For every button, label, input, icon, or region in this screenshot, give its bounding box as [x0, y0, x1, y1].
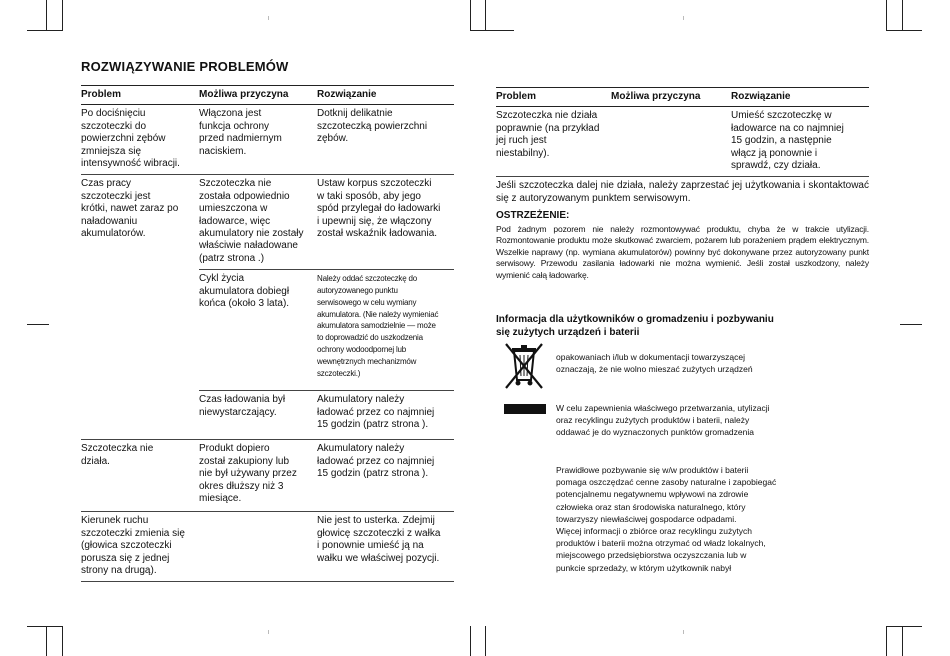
troubleshooting-table-left	[81, 85, 454, 582]
header-solution: Rozwiązanie	[317, 86, 454, 105]
disposal-paragraph-2: W celu zapewnienia właściwego przetwarzania, utylizacji oraz recyklingu zużytych produktów i baterii, należy oddawać je do wyznaczonych punktów gromadzenia	[556, 403, 770, 438]
page-title: ROZWIĄZYWANIE PROBLEMÓW	[81, 59, 289, 74]
table-header-row	[81, 86, 454, 105]
solution-cell: Należy oddać szczoteczkę do autoryzowanego punktu serwisowego w celu wymiany akumulatora. (Nie należy wymieniać akumulatora samodzielnie — może to doprowadzić do uszkodzenia ochrony wodoodpornej lub wewnętrznych mechanizmów szczoteczki.)	[317, 270, 454, 391]
cause-cell: Czas ładowania był niewystarczający.	[199, 391, 317, 440]
header-cause: Możliwa przyczyna	[199, 86, 317, 105]
battery-symbol-bar	[504, 404, 546, 414]
solution-cell: Nie jest to usterka. Zdejmij głowicę szczoteczki z wałka i ponownie umieść ją na wałku we właściwej pozycji.	[317, 512, 454, 582]
problem-cell: Szczoteczka nie działa poprawnie (na przykład jej ruch jest niestabilny).	[496, 107, 611, 177]
cause-cell: Włączona jest funkcja ochrony przed nadmiernym naciskiem.	[199, 105, 317, 175]
header-problem: Problem	[496, 88, 611, 107]
service-note: Jeśli szczoteczka dalej nie działa, należy zaprzestać jej użytkowania i skontaktować się z autoryzowanym punktem serwisowym.	[496, 180, 869, 204]
table-row	[81, 175, 454, 270]
warning-body: Pod żadnym pozorem nie należy rozmontowywać produktu, chyba że w trakcie utylizacji. Rozmontowanie produktu może skutkować zwarciem, pożarem lub porażeniem prądem elektrycznym. Wszelkie naprawy (np. wymiana akumulatorów) powinny być dokonywane przez autoryzowany punkt serwisowy. Przewodu zasilania ładowarki nie można wymienić. Jeśli został uszkodzony, należy wymienić całą ładowarkę.	[496, 224, 869, 280]
crossed-out-wheelie-bin-icon	[502, 342, 546, 390]
table-row	[496, 107, 869, 177]
disposal-title: Informacja dla użytkowników o gromadzeniu i pozbywaniu się zużytych urządzeń i baterii	[496, 314, 774, 338]
disposal-paragraph-3: Prawidłowe pozbywanie się w/w produktów i baterii pomaga oszczędzać cenne zasoby naturalne i zapobiegać potencjalnemu negatywnemu wpływowi na zdrowie człowieka oraz stan środowiska naturalnego, który towarzyszy niewłaściwej gospodarce odpadami. Więcej informacji o zbiórce oraz recyklingu zużytych produktów i baterii można otrzymać od władz lokalnych, miejscowego przedsiębiorstwa oczyszczania lub w punkcie sprzedaży, w którym użytkownik nabył	[556, 465, 777, 573]
solution-cell: Akumulatory należy ładować przez co najmniej 15 godzin (patrz strona ).	[317, 391, 454, 440]
warning-title: OSTRZEŻENIE:	[496, 210, 570, 221]
cause-cell	[199, 512, 317, 582]
table-row	[81, 512, 454, 582]
table-row	[81, 440, 454, 512]
disposal-paragraph-1: opakowaniach i/lub w dokumentacji towarzyszącej oznaczają, że nie wolno mieszać zużytych urządzeń	[556, 352, 753, 375]
cause-cell: Produkt dopiero został zakupiony lub nie był używany przez okres dłuższy niż 3 miesiące.	[199, 440, 317, 512]
troubleshooting-table-right	[496, 87, 869, 177]
solution-cell: Dotknij delikatnie szczoteczką powierzchni zębów.	[317, 105, 454, 175]
solution-cell: Ustaw korpus szczoteczki w taki sposób, aby jego spód przylegał do ładowarki i upewnij się, że włączony został wskaźnik ładowania.	[317, 175, 454, 270]
problem-cell: Czas pracy szczoteczki jest krótki, nawet zaraz po naładowaniu akumulatorów.	[81, 175, 199, 440]
table-header-row	[496, 88, 869, 107]
solution-cell: Akumulatory należy ładować przez co najmniej 15 godzin (patrz strona ).	[317, 440, 454, 512]
cause-cell: Cykl życia akumulatora dobiegł końca (około 3 lata).	[199, 270, 317, 391]
header-cause: Możliwa przyczyna	[611, 88, 731, 107]
problem-cell: Kierunek ruchu szczoteczki zmienia się (głowica szczoteczki porusza się z jednej strony na drugą).	[81, 512, 199, 582]
cause-cell	[611, 107, 731, 177]
cause-cell: Szczoteczka nie została odpowiednio umieszczona w ładowarce, więc akumulatory nie zostały właściwie naładowane (patrz strona .)	[199, 175, 317, 270]
problem-cell: Szczoteczka nie działa.	[81, 440, 199, 512]
header-problem: Problem	[81, 86, 199, 105]
table-row	[81, 105, 454, 175]
header-solution: Rozwiązanie	[731, 88, 869, 107]
solution-cell: Umieść szczoteczkę w ładowarce na co najmniej 15 godzin, a następnie włącz ją ponownie i sprawdź, czy działa.	[731, 107, 869, 177]
problem-cell: Po dociśnięciu szczoteczki do powierzchni zębów zmniejsza się intensywność wibracji.	[81, 105, 199, 175]
